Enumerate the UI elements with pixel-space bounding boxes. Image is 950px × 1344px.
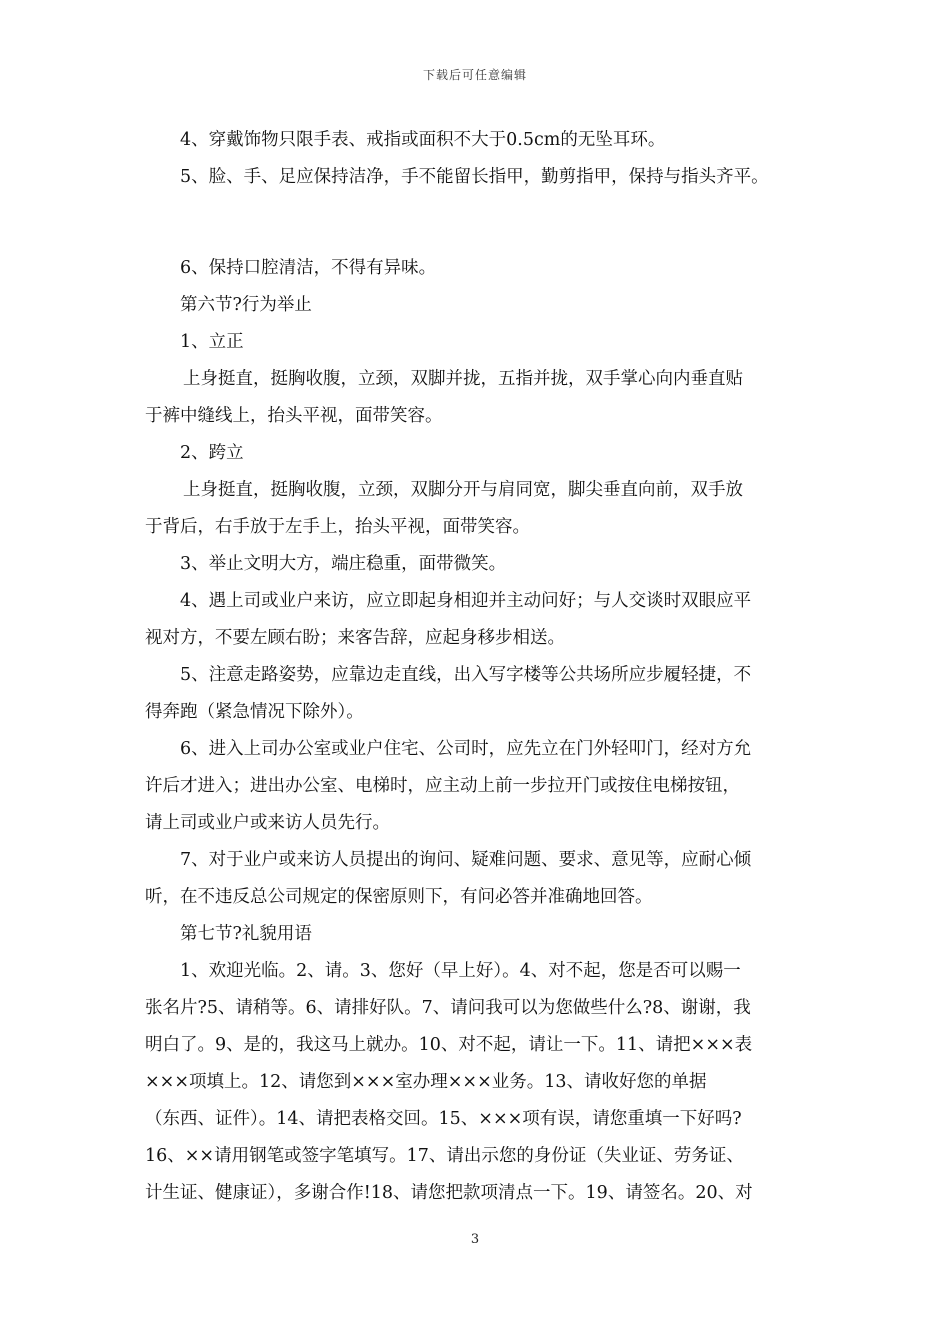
paragraph-line: 得奔跑（紧急情况下除外）。 bbox=[145, 702, 364, 722]
paragraph-line: 许后才进入；进出办公室、电梯时，应主动上前一步拉开门或按住电梯按钮， bbox=[145, 776, 740, 796]
blank-gap bbox=[145, 196, 813, 250]
paragraph-line: 5、脸、手、足应保持洁净，手不能留长指甲，勤剪指甲，保持与指头齐平。 bbox=[180, 167, 769, 187]
subsection-heading: 2、跨立 bbox=[180, 443, 244, 463]
paragraph-line: 上身挺直，挺胸收腹，立颈，双脚并拢，五指并拢，双手掌心向内垂直贴 bbox=[183, 369, 743, 389]
paragraph-line: 于背后，右手放于左手上，抬头平视，面带笑容。 bbox=[145, 517, 530, 537]
paragraph-line: 视对方，不要左顾右盼；来客告辞，应起身移步相送。 bbox=[145, 628, 565, 648]
paragraph-line: 请上司或业户或来访人员先行。 bbox=[145, 813, 390, 833]
paragraph-line: 于裤中缝线上，抬头平视，面带笑容。 bbox=[145, 406, 443, 426]
paragraph-line: 16、××请用钢笔或签字笔填写。17、请出示您的身份证（失业证、劳务证、 bbox=[145, 1146, 744, 1166]
paragraph-line: 4、穿戴饰物只限手表、戒指或面积不大于0.5cm的无坠耳环。 bbox=[180, 130, 666, 150]
paragraph-line: 7、对于业户或来访人员提出的询问、疑难问题、要求、意见等，应耐心倾 bbox=[180, 850, 752, 870]
paragraph-line: 听，在不违反总公司规定的保密原则下，有问必答并准确地回答。 bbox=[145, 887, 653, 907]
section-heading: 第七节?礼貌用语 bbox=[180, 924, 312, 944]
paragraph-line: 4、遇上司或业户来访，应立即起身相迎并主动问好；与人交谈时双眼应平 bbox=[180, 591, 752, 611]
section-heading: 第六节?行为举止 bbox=[180, 295, 312, 315]
paragraph-line: 6、保持口腔清洁，不得有异味。 bbox=[180, 258, 437, 278]
document-body bbox=[145, 122, 813, 1212]
paragraph-line: 张名片?5、请稍等。6、请排好队。7、请问我可以为您做些什么?8、谢谢，我 bbox=[145, 998, 751, 1018]
paragraph-line: 1、欢迎光临。2、请。3、您好（早上好）。4、对不起，您是否可以赐一 bbox=[180, 961, 741, 981]
paragraph-line: （东西、证件）。14、请把表格交回。15、×××项有误，请您重填一下好吗? bbox=[145, 1109, 742, 1129]
subsection-heading: 1、立正 bbox=[180, 332, 244, 352]
paragraph-line: 5、注意走路姿势，应靠边走直线，出入写字楼等公共场所应步履轻捷，不 bbox=[180, 665, 752, 685]
paragraph-line: 上身挺直，挺胸收腹，立颈，双脚分开与肩同宽，脚尖垂直向前，双手放 bbox=[183, 480, 743, 500]
paragraph-line: 计生证、健康证），多谢合作!18、请您把款项清点一下。19、请签名。20、对 bbox=[145, 1183, 753, 1203]
paragraph-line: 6、进入上司办公室或业户住宅、公司时，应先立在门外轻叩门，经对方允 bbox=[180, 739, 752, 759]
page-header: 下载后可任意编辑 bbox=[422, 68, 527, 82]
page-number: 3 bbox=[470, 1232, 480, 1247]
paragraph-line: 3、举止文明大方，端庄稳重，面带微笑。 bbox=[180, 554, 507, 574]
paragraph-line: ×××项填上。12、请您到×××室办理×××业务。13、请收好您的单据 bbox=[145, 1072, 707, 1092]
paragraph-line: 明白了。9、是的，我这马上就办。10、对不起，请让一下。11、请把×××表 bbox=[145, 1035, 753, 1055]
